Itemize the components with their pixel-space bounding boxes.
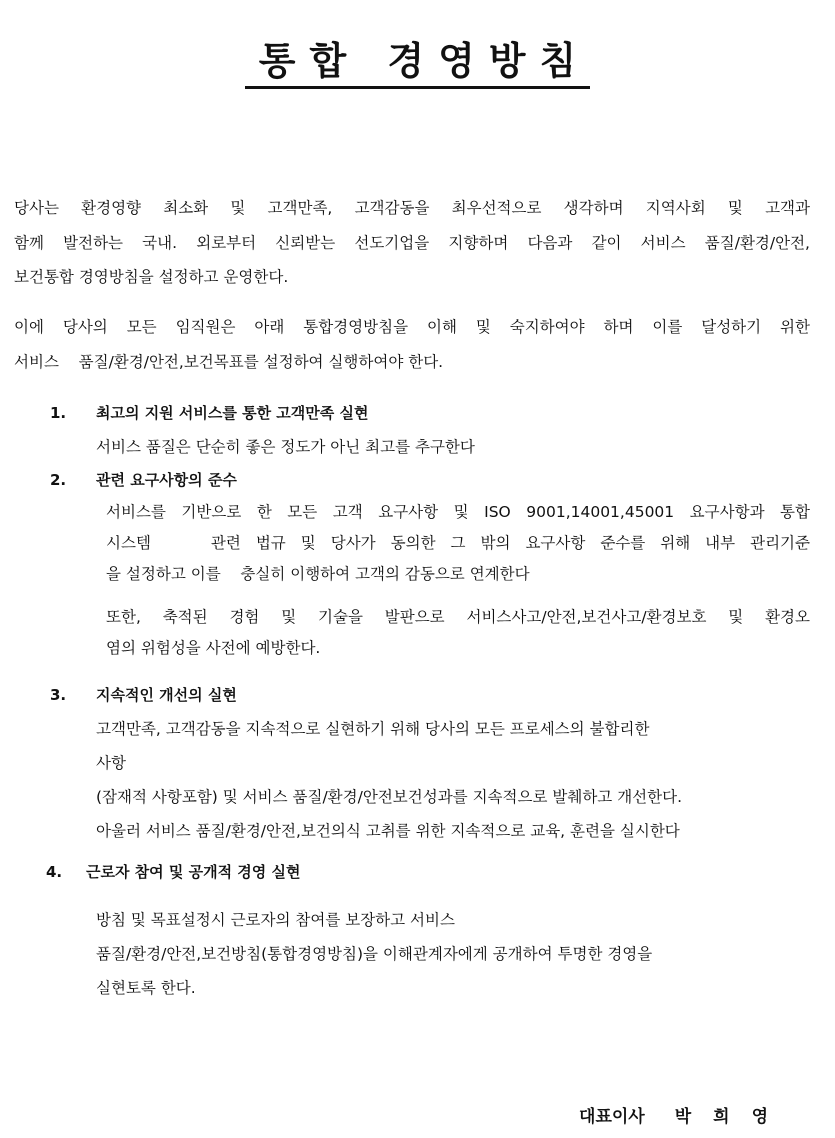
intro-line-3: 보건통합 경영방침을 설정하고 운영한다.	[14, 268, 289, 286]
section-4-line-1: 방침 및 목표설정시 근로자의 참여를 보장하고 서비스	[96, 911, 455, 929]
section-2-heading: 관련 요구사항의 준수	[96, 471, 237, 489]
section-2-line-3: 을 설정하고 이를 충실히 이행하여 고객의 감동으로 연계한다	[106, 565, 530, 583]
section-3-number: 3.	[50, 686, 67, 704]
section-2-line-2: 시스템 관련 법규 및 당사가 동의한 그 밖의 요구사항 준수를 위해 내부 관리기준	[106, 534, 810, 552]
section-4-line-2: 품질/환경/안전,보건방침(통합경영방침)을 이해관계자에게 공개하여 투명한 경영을	[96, 945, 653, 963]
section-1-heading: 최고의 지원 서비스를 통한 고객만족 실현	[96, 404, 369, 422]
section-4-heading: 근로자 참여 및 공개적 경영 실현	[86, 863, 301, 881]
signature	[579, 1105, 790, 1129]
intro-line-1: 당사는 환경영향 최소화 및 고객만족, 고객감동을 최우선적으로 생각하며 지역사회 및 고객과	[14, 199, 810, 217]
section-4-number: 4.	[46, 863, 63, 881]
section-3-line-3: (잠재적 사항포함) 및 서비스 품질/환경/안전보건성과를 지속적으로 발췌하고 개선한다.	[96, 788, 683, 806]
signature-role: 대표이사	[579, 1107, 645, 1127]
section-2-number: 2.	[50, 471, 67, 489]
section-2-line-4: 또한, 축적된 경험 및 기술을 발판으로 서비스사고/안전,보건사고/환경보호 및 환경오	[106, 608, 810, 626]
page-title-text: 통합 경영방침	[245, 38, 590, 89]
section-3-heading: 지속적인 개선의 실현	[96, 686, 237, 704]
intro2-line-2: 서비스 품질/환경/안전,보건목표를 설정하여 실행하여야 한다.	[14, 353, 444, 371]
section-4-line-3: 실현토록 한다.	[96, 979, 196, 997]
section-3-line-4: 아울러 서비스 품질/환경/안전,보건의식 고취를 위한 지속적으로 교육, 훈련을 실시한다	[96, 822, 680, 840]
section-3-line-2: 사항	[96, 754, 126, 772]
section-1-number: 1.	[50, 404, 67, 422]
section-3-line-1: 고객만족, 고객감동을 지속적으로 실현하기 위해 당사의 모든 프로세스의 불합리한	[96, 720, 650, 738]
page-title	[0, 38, 835, 89]
section-2-line-5: 염의 위험성을 사전에 예방한다.	[106, 639, 321, 657]
signature-name: 박희영	[674, 1107, 790, 1127]
intro2-line-1: 이에 당사의 모든 임직원은 아래 통합경영방침을 이해 및 숙지하여야 하며 이를 달성하기 위한	[14, 318, 810, 336]
section-1-line-1: 서비스 품질은 단순히 좋은 정도가 아닌 최고를 추구한다	[96, 438, 475, 456]
section-2-line-1: 서비스를 기반으로 한 모든 고객 요구사항 및 ISO 9001,14001,45001 요구사항과 통합	[106, 503, 810, 521]
intro-line-2: 함께 발전하는 국내. 외로부터 신뢰받는 선도기업을 지향하며 다음과 같이 서비스 품질/환경/안전,	[14, 234, 810, 252]
